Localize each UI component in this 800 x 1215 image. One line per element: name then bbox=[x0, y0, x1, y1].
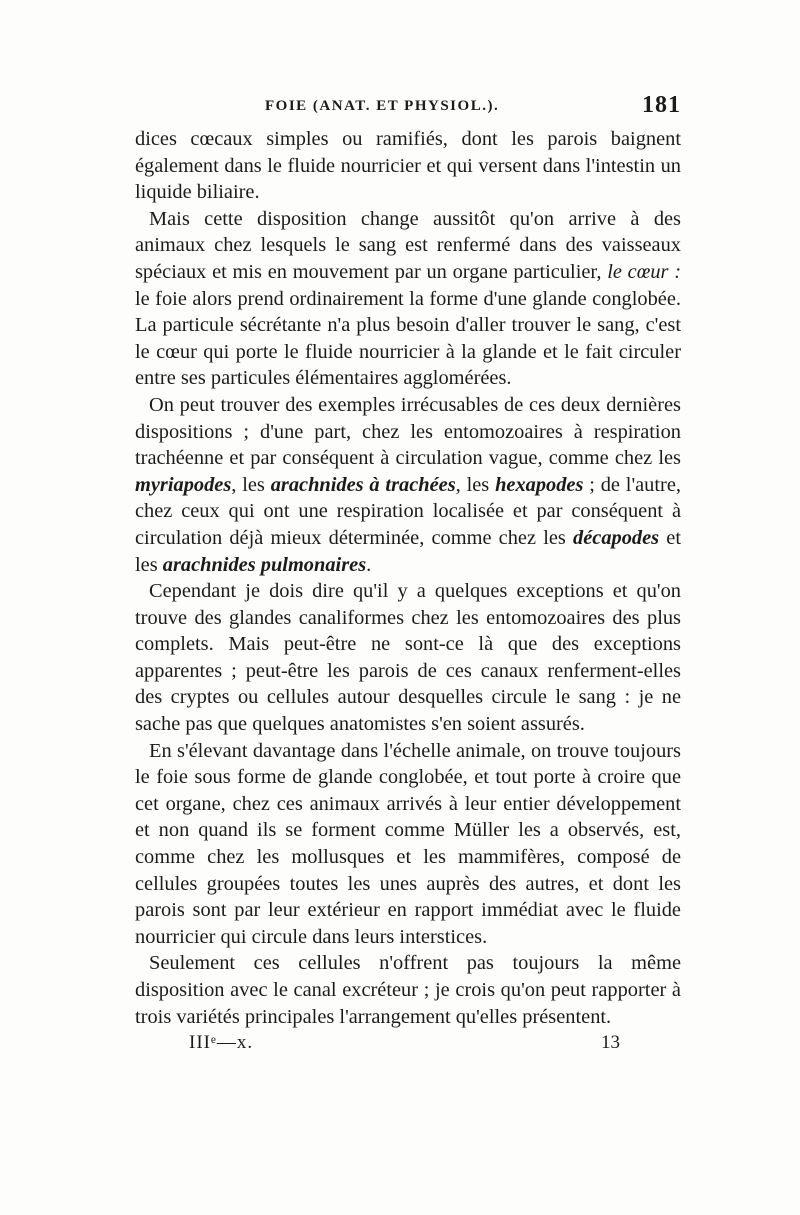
paragraph bbox=[135, 950, 681, 1030]
running-title: FOIE (ANAT. ET PHYSIOL.). bbox=[265, 98, 500, 114]
printer-signature: IIIᵉ—x. bbox=[189, 1032, 254, 1054]
signature-number: 13 bbox=[601, 1032, 620, 1054]
page-footer bbox=[135, 1032, 681, 1062]
text-run: ; de l'autre, chez ceux qui ont une respiration localisée et par conséquent à circulation déjà mieux déterminée, comme chez les bbox=[135, 473, 681, 549]
emphasized-term: décapodes bbox=[573, 526, 660, 549]
page-header bbox=[135, 92, 681, 126]
emphasized-term: myriapodes bbox=[135, 473, 232, 496]
text-run: dices cœcaux simples ou ramifiés, dont les parois baignent également dans le fluide nourricier et qui versent dans l'intestin un liquide biliaire. bbox=[135, 128, 681, 204]
text-run: , les bbox=[455, 473, 496, 496]
text-run: On peut trouver des exemples irrécusables de ces deux dernières dispositions ; d'une part, chez les entomozoaires à respiration trachéenne et par conséquent à circulation vague, comme chez les bbox=[135, 393, 681, 470]
paragraph bbox=[135, 392, 681, 578]
paragraph bbox=[135, 126, 681, 206]
text-run: et les bbox=[135, 526, 681, 576]
paragraph bbox=[135, 206, 681, 392]
text-run: le foie alors prend ordinairement la forme d'une glande conglobée. La particule sécrétante n'a plus besoin d'aller trouver le sang, c'est le cœur qui porte le fluide nourricier à la glande et le fait circuler entre ses particules élémentaires agglomérées. bbox=[135, 287, 681, 390]
text-run: Seulement ces cellules n'offrent pas toujours la même disposition avec le canal excréteur ; je crois qu'on peut rapporter à trois variétés principales l'arrangement qu'elles présentent. bbox=[135, 952, 681, 1028]
page-number: 181 bbox=[642, 92, 681, 118]
emphasized-term: hexapodes bbox=[495, 473, 584, 496]
emphasized-term: arachnides pulmonaires bbox=[162, 553, 367, 576]
text-run: , les bbox=[231, 473, 271, 496]
paragraph bbox=[135, 738, 681, 951]
body-text bbox=[135, 126, 681, 1030]
book-page bbox=[135, 92, 681, 1062]
paragraph bbox=[135, 578, 681, 738]
emphasized-term: le cœur : bbox=[607, 260, 681, 283]
text-run: . bbox=[366, 553, 372, 576]
text-run: Cependant je dois dire qu'il y a quelques exceptions et qu'on trouve des glandes canaliformes chez les entomozoaires des plus complets. Mais peut-être ne sont-ce là que des exceptions apparentes ; peut-être les parois de ces canaux renferment-elles des cryptes ou cellules autour desquelles circule le sang : je ne sache pas que quelques anatomistes s'en soient assurés. bbox=[135, 580, 681, 736]
text-run: En s'élevant davantage dans l'échelle animale, on trouve toujours le foie sous forme de glande conglobée, et tout porte à croire que cet organe, chez ces animaux arrivés à leur entier développement et non quand ils se forment comme Müller les a observés, est, comme chez les mollusques et les mammifères, composé de cellules groupées toutes les unes auprès des autres, et dont les parois sont par leur extérieur en rapport immédiat avec le fluide nourricier qui circule dans leurs interstices. bbox=[135, 739, 681, 948]
emphasized-term: arachnides à trachées bbox=[270, 473, 456, 496]
text-run: Mais cette disposition change aussitôt qu'on arrive à des animaux chez lesquels le sang est renfermé dans des vaisseaux spéciaux et mis en mouvement par un organe particulier, bbox=[135, 207, 681, 283]
